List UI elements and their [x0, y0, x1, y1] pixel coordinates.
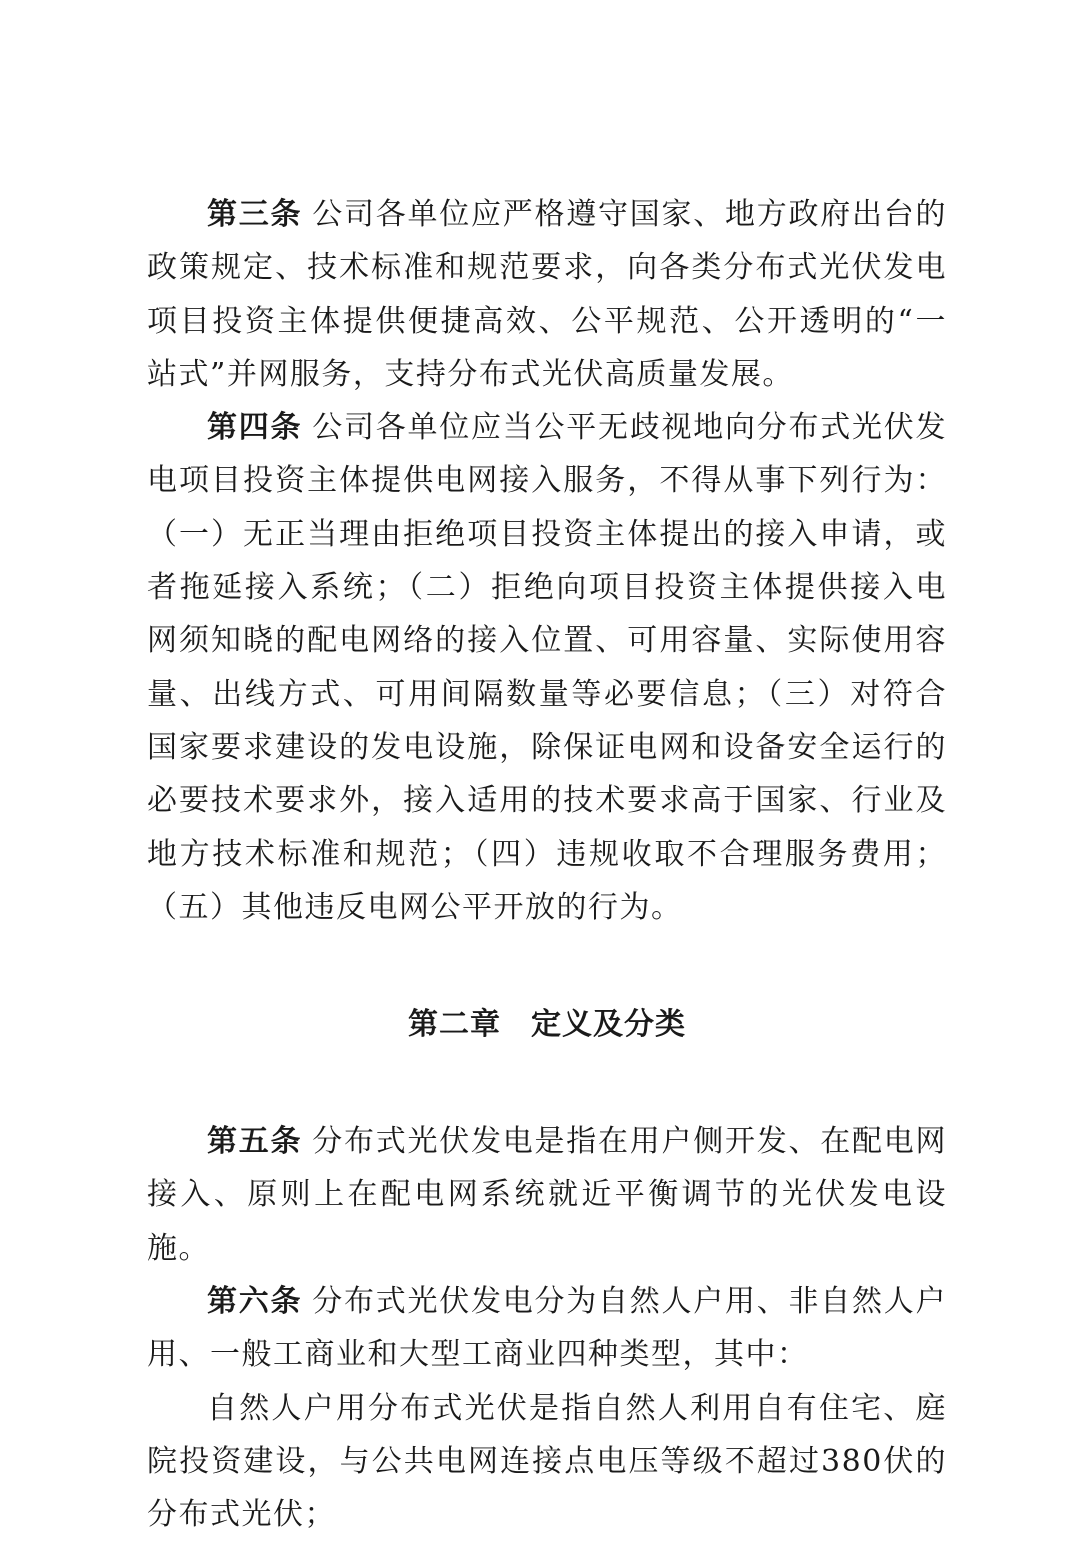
article-5	[147, 1115, 947, 1275]
article-3-heading: 第三条	[207, 197, 303, 232]
spacer	[147, 934, 947, 998]
article-6-definition-text: 自然人户用分布式光伏是指自然人利用自有住宅、庭院投资建设，与公共电网连接点电压等级不超过380伏的分布式光伏；	[147, 1390, 947, 1533]
spacer	[147, 1051, 947, 1115]
chapter-title: 定义及分类	[531, 1007, 686, 1043]
article-6	[147, 1275, 947, 1382]
article-4	[147, 401, 947, 934]
document-page	[147, 188, 947, 1542]
article-5-text: 分布式光伏发电是指在用户侧开发、在配电网接入、原则上在配电网系统就近平衡调节的光伏发电设施。	[147, 1124, 947, 1266]
article-4-text: 公司各单位应当公平无歧视地向分布式光伏发电项目投资主体提供电网接入服务，不得从事下列行为：（一）无正当理由拒绝项目投资主体提出的接入申请，或者拖延接入系统；（二）拒绝向项目投资主体提供接入电网须知晓的配电网络的接入位置、可用容量、实际使用容量、出线方式、可用间隔数量等必要信息；（三）对符合国家要求建设的发电设施，除保证电网和设备安全运行的必要技术要求外，接入适用的技术要求高于国家、行业及地方技术标准和规范；（四）违规收取不合理服务费用；（五）其他违反电网公平开放的行为。	[147, 410, 947, 925]
chapter-heading	[147, 998, 947, 1051]
article-6-heading: 第六条	[207, 1284, 303, 1320]
article-5-heading: 第五条	[207, 1124, 303, 1160]
article-3	[147, 188, 947, 401]
article-4-heading: 第四条	[207, 410, 303, 446]
chapter-number: 第二章	[408, 1007, 501, 1043]
article-6-definition	[147, 1382, 947, 1542]
article-3-text: 公司各单位应严格遵守国家、地方政府出台的政策规定、技术标准和规范要求，向各类分布式光伏发电项目投资主体提供便捷高效、公平规范、公开透明的“一站式”并网服务，支持分布式光伏高质量发展。	[147, 197, 947, 392]
article-6-text: 分布式光伏发电分为自然人户用、非自然人户用、一般工商业和大型工商业四种类型，其中：	[147, 1284, 947, 1373]
